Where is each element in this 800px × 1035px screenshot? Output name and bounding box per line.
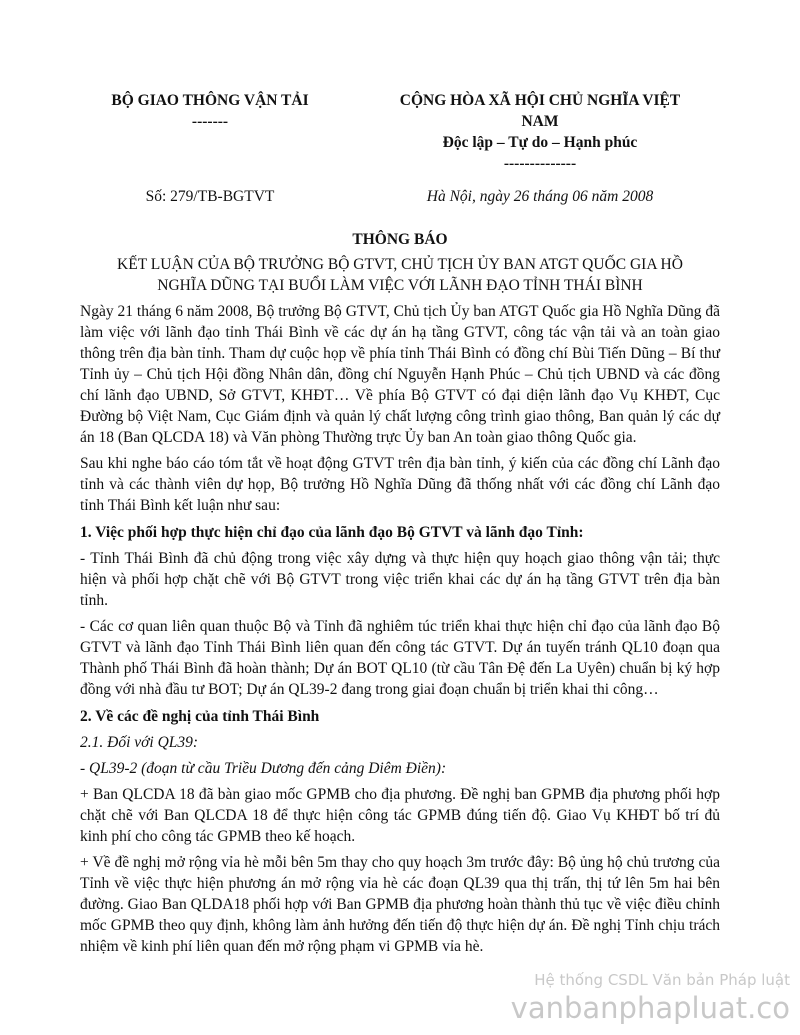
section-1-item-1: - Tỉnh Thái Bình đã chủ động trong việc xây dựng và thực hiện quy hoạch giao thông vận tải; thực hiện và phối hợp chặt chẽ với Bộ GTVT trong việc triển khai các dự án hạ tầng GTVT trên địa bàn tỉnh. xyxy=(80,550,720,609)
watermark-line1: Hệ thống CSDL Văn bản Pháp luật xyxy=(534,971,790,989)
national-motto: Độc lập – Tự do – Hạnh phúc xyxy=(442,134,638,151)
national-title-line1: CỘNG HÒA XÃ HỘI CHỦ NGHĨA VIỆT xyxy=(399,92,681,109)
document-header xyxy=(80,90,720,174)
issuer-block xyxy=(80,90,340,174)
subsection-2-1-point-2: + Về đề nghị mở rộng vỉa hè mỗi bên 5m thay cho quy hoạch 3m trước đây: Bộ ủng hộ chủ trương của Tỉnh về việc thực hiện phương án mở rộng vỉa hè các đoạn QL39 qua thị trấn, thị tứ lên 5m hai bên đường. Giao Ban QLDA18 phối hợp với Ban GPMB địa phương hoàn thành thủ tục về việc điều chỉnh mốc GPMB theo quy định, không làm ảnh hưởng đến tiến độ thực hiện dự án. Đề nghị Tỉnh chịu trách nhiệm về kinh phí liên quan đến mở rộng phạm vi GPMB vỉa hè. xyxy=(80,854,720,955)
national-title-line2: NAM xyxy=(521,113,559,130)
document-title: THÔNG BÁO xyxy=(352,231,448,248)
motto-separator: -------------- xyxy=(503,155,577,172)
issuer-name: BỘ GIAO THÔNG VẬN TẢI xyxy=(111,92,309,109)
document-subtitle: KẾT LUẬN CỦA BỘ TRƯỞNG BỘ GTVT, CHỦ TỊCH ỦY BAN ATGT QUỐC GIA HỒ NGHĨA DŨNG TẠI BUỔI LÀM VIỆC VỚI LÃNH ĐẠO TỈNH THÁI BÌNH xyxy=(117,256,683,294)
document-number: Số: 279/TB-BGTVT xyxy=(145,188,275,205)
place-date: Hà Nội, ngày 26 tháng 06 năm 2008 xyxy=(426,188,654,205)
conclusion-intro-paragraph: Sau khi nghe báo cáo tóm tắt về hoạt động GTVT trên địa bàn tỉnh, ý kiến của các đồng chí Lãnh đạo tỉnh và các thành viên dự họp, Bộ trưởng Hồ Nghĩa Dũng đã thống nhất với các đồng chí Lãnh đạo tỉnh Thái Bình kết luận như sau: xyxy=(80,455,720,514)
watermark-line2: vanbanphapluat.co xyxy=(510,991,790,1025)
section-1-item-2: - Các cơ quan liên quan thuộc Bộ và Tỉnh đã nghiêm túc triển khai thực hiện chỉ đạo của lãnh đạo Bộ GTVT và lãnh đạo Tỉnh Thái Bình liên quan đến công tác GTVT. Dự án tuyến tránh QL10 đoạn qua Thành phố Thái Bình đã hoàn thành; Dự án BOT QL10 (từ cầu Tân Đệ đến La Uyên) chuẩn bị ký hợp đồng với nhà đầu tư BOT; Dự án QL39-2 đang trong giai đoạn chuẩn bị triển khai thi công… xyxy=(80,618,720,698)
intro-paragraph: Ngày 21 tháng 6 năm 2008, Bộ trưởng Bộ GTVT, Chủ tịch Ủy ban ATGT Quốc gia Hồ Nghĩa Dũng đã làm việc với lãnh đạo tỉnh Thái Bình về các dự án hạ tầng GTVT, công tác vận tải và an toàn giao thông trên địa bàn tỉnh. Tham dự cuộc họp về phía tỉnh Thái Bình có đồng chí Bùi Tiến Dũng – Bí thư Tỉnh ủy – Chủ tịch Hội đồng Nhân dân, đồng chí Nguyễn Hạnh Phúc – Chủ tịch UBND và các đồng chí lãnh đạo UBND, Sở GTVT, KHĐT… Về phía Bộ GTVT có đại diện lãnh đạo Vụ KHĐT, Cục Đường bộ Việt Nam, Cục Giám định và quản lý chất lượng công trình giao thông, Ban quản lý các dự án 18 (Ban QLCDA 18) và Văn phòng Thường trực Ủy ban An toàn giao thông Quốc gia. xyxy=(80,303,720,446)
section-1-heading: 1. Việc phối hợp thực hiện chỉ đạo của lãnh đạo Bộ GTVT và lãnh đạo Tỉnh: xyxy=(80,524,584,541)
subsection-2-1-heading: 2.1. Đối với QL39: xyxy=(80,734,199,751)
issuer-separator: ------- xyxy=(191,113,229,130)
site-watermark xyxy=(511,970,790,1025)
subsection-2-1-item-heading: - QL39-2 (đoạn từ cầu Triều Dương đến cảng Diêm Điền): xyxy=(80,760,447,777)
document-page xyxy=(80,90,720,957)
national-title-block xyxy=(360,90,720,174)
section-2-heading: 2. Về các đề nghị của tỉnh Thái Bình xyxy=(80,708,320,725)
subsection-2-1-point-1: + Ban QLCDA 18 đã bàn giao mốc GPMB cho địa phương. Đề nghị ban GPMB địa phương phối hợp chặt chẽ với Ban QLCDA 18 để thực hiện công tác GPMB đúng tiến độ. Giao Vụ KHĐT bố trí đủ kinh phí cho công tác GPMB theo kế hoạch. xyxy=(80,786,720,845)
document-meta xyxy=(80,186,720,207)
